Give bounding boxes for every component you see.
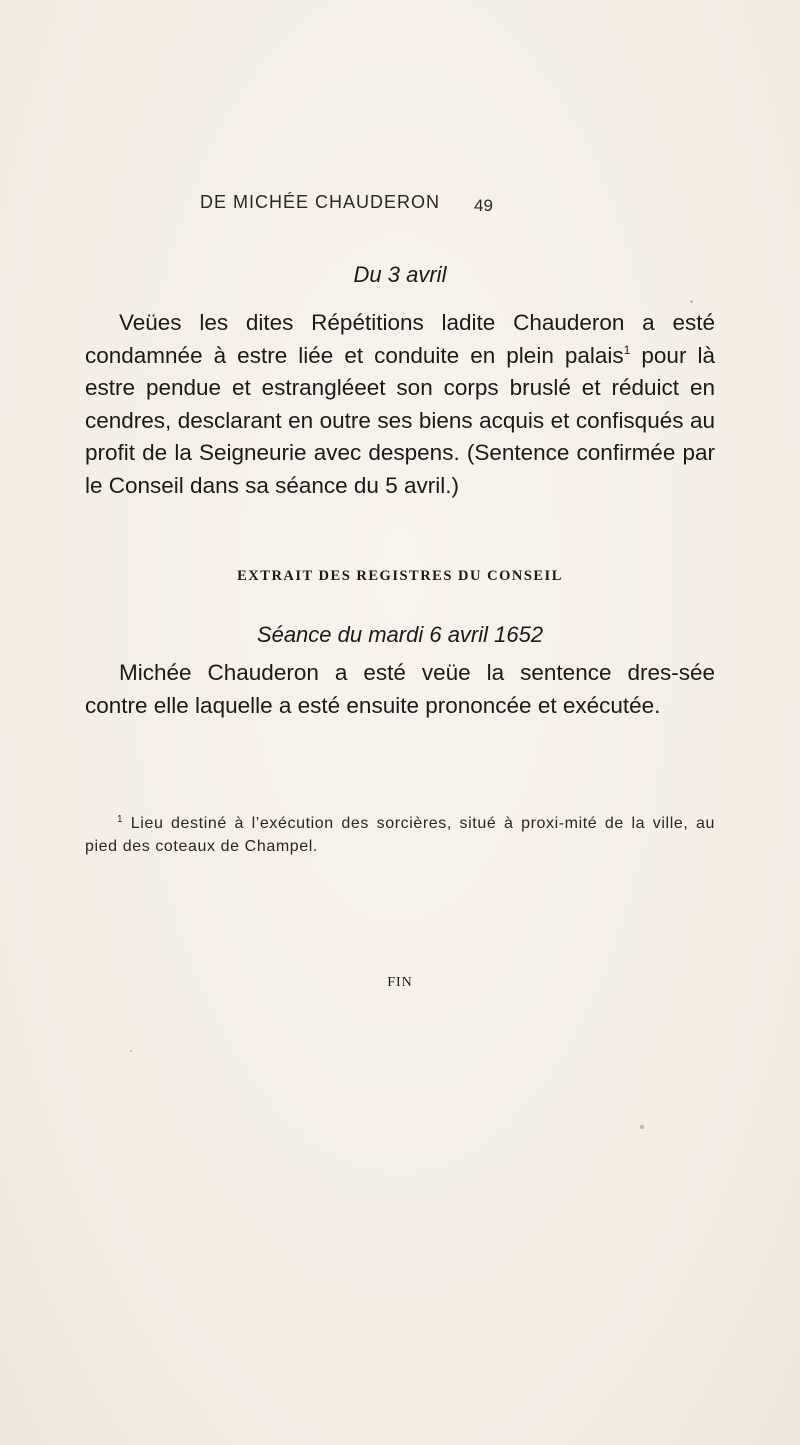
- page-number: 49: [474, 196, 493, 215]
- paragraph-text: Veües les dites Répétitions ladite Chauderon a esté condamnée à estre liée et conduite en plein palais: [85, 310, 715, 368]
- end-marker: FIN: [387, 975, 413, 990]
- footnote-reference: 1: [623, 342, 631, 357]
- extract-heading: EXTRAIT DES REGISTRES DU CONSEIL: [237, 568, 563, 584]
- footnote-text: Lieu destiné à l’exécution des sorcières, situé à proxi-mité de la ville, au pied des coteaux de Champel.: [85, 815, 716, 855]
- section-title-april-3: Du 3 avril: [353, 262, 447, 287]
- paper-speck: [130, 1050, 132, 1052]
- paragraph-sentence: [85, 307, 715, 502]
- paragraph-text-continued: pour là estre pendue et estrangléeet son corps bruslé et réduict en cendres, desclarant en outre ses biens acquis et confisqués au profit de la Seigneurie avec despens. (Sentence confirmée par le Conseil dans sa séance du 5 avril.): [85, 342, 715, 498]
- paragraph-text: Michée Chauderon a esté veüe la sentence dres-sée contre elle laquelle a esté ensuite prononcée et exécutée.: [85, 660, 715, 718]
- paper-speck: [690, 300, 693, 303]
- footnote-mark: 1: [117, 814, 124, 825]
- running-head: DE MICHÉE CHAUDERON: [200, 192, 441, 212]
- section-title-session: Séance du mardi 6 avril 1652: [256, 622, 544, 647]
- paper-speck: [640, 1125, 644, 1129]
- footnote: [85, 812, 715, 858]
- paragraph-execution: [85, 657, 715, 722]
